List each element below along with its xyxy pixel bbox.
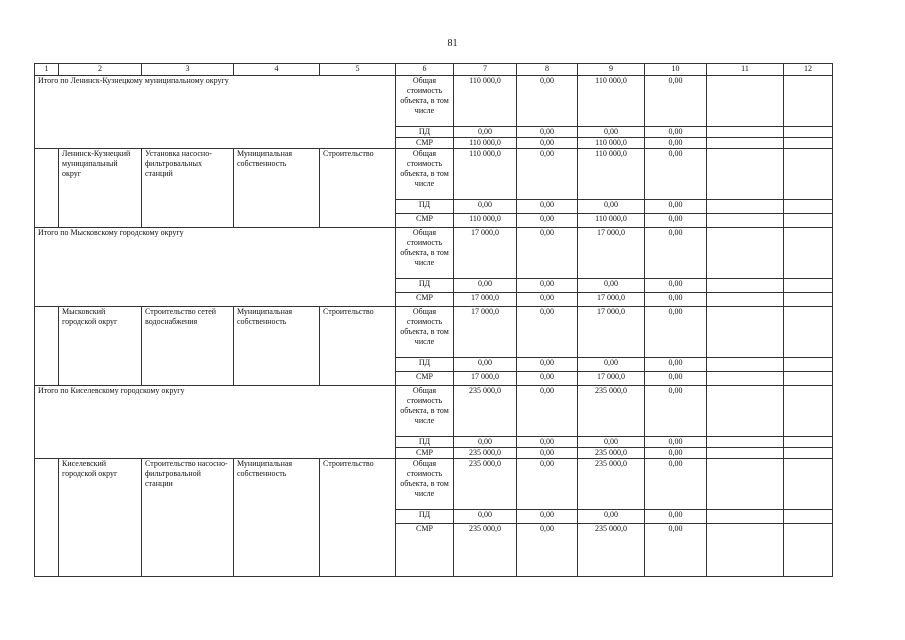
object-cell: Установка насосно-фильтровальных станций bbox=[142, 149, 234, 228]
value-cell: 0,00 bbox=[645, 524, 707, 577]
value-cell: 0,00 bbox=[645, 437, 707, 448]
value-cell: 0,00 bbox=[578, 279, 645, 293]
index-cell bbox=[35, 459, 59, 577]
budget-table bbox=[34, 63, 833, 577]
cost-label: Общая стоимость объекта, в том числе bbox=[396, 307, 454, 358]
value-cell: 0,00 bbox=[578, 437, 645, 448]
municipality-cell: Мысковский городской округ bbox=[59, 307, 142, 386]
total-title: Итого по Мысковскому городскому округу bbox=[35, 228, 396, 307]
cost-label: Общая стоимость объекта, в том числе bbox=[396, 149, 454, 200]
value-cell: 0,00 bbox=[645, 448, 707, 459]
empty-cell bbox=[784, 386, 833, 437]
empty-cell bbox=[784, 448, 833, 459]
value-cell: 0,00 bbox=[578, 510, 645, 524]
value-cell: 0,00 bbox=[645, 138, 707, 149]
work-type-cell: Строительство bbox=[320, 307, 396, 386]
value-cell: 0,00 bbox=[517, 76, 578, 127]
value-cell: 0,00 bbox=[645, 279, 707, 293]
value-cell: 0,00 bbox=[645, 149, 707, 200]
value-cell: 0,00 bbox=[454, 437, 517, 448]
value-cell: 0,00 bbox=[517, 307, 578, 358]
empty-cell bbox=[707, 307, 784, 358]
value-cell: 0,00 bbox=[517, 448, 578, 459]
smr-label: СМР bbox=[396, 524, 454, 577]
col-header: 12 bbox=[784, 64, 833, 76]
value-cell: 0,00 bbox=[517, 386, 578, 437]
value-cell: 110 000,0 bbox=[578, 214, 645, 228]
value-cell: 110 000,0 bbox=[454, 214, 517, 228]
municipality-cell: Ленинск-Кузнецкий муниципальный округ bbox=[59, 149, 142, 228]
value-cell: 235 000,0 bbox=[454, 448, 517, 459]
value-cell: 235 000,0 bbox=[578, 448, 645, 459]
value-cell: 17 000,0 bbox=[454, 372, 517, 386]
municipality-cell: Киселевский городской округ bbox=[59, 459, 142, 577]
empty-cell bbox=[707, 293, 784, 307]
value-cell: 17 000,0 bbox=[578, 307, 645, 358]
col-header: 10 bbox=[645, 64, 707, 76]
ownership-cell: Муниципальная собственность bbox=[234, 149, 320, 228]
value-cell: 235 000,0 bbox=[578, 459, 645, 510]
empty-cell bbox=[707, 358, 784, 372]
empty-cell bbox=[707, 127, 784, 138]
work-type-cell: Строительство bbox=[320, 149, 396, 228]
value-cell: 0,00 bbox=[645, 459, 707, 510]
col-header: 11 bbox=[707, 64, 784, 76]
value-cell: 0,00 bbox=[645, 386, 707, 437]
value-cell: 0,00 bbox=[517, 459, 578, 510]
total-title: Итого по Ленинск-Кузнецкому муниципальному округу bbox=[35, 76, 396, 149]
value-cell: 0,00 bbox=[454, 200, 517, 214]
value-cell: 17 000,0 bbox=[454, 307, 517, 358]
value-cell: 17 000,0 bbox=[578, 293, 645, 307]
cost-label: Общая стоимость объекта, в том числе bbox=[396, 228, 454, 279]
value-cell: 17 000,0 bbox=[454, 228, 517, 279]
smr-label: СМР bbox=[396, 293, 454, 307]
value-cell: 0,00 bbox=[454, 127, 517, 138]
value-cell: 235 000,0 bbox=[578, 386, 645, 437]
value-cell: 0,00 bbox=[645, 372, 707, 386]
empty-cell bbox=[784, 149, 833, 200]
value-cell: 17 000,0 bbox=[454, 293, 517, 307]
value-cell: 0,00 bbox=[645, 200, 707, 214]
col-header: 3 bbox=[142, 64, 234, 76]
smr-label: СМР bbox=[396, 138, 454, 149]
page-number: 81 bbox=[447, 38, 458, 49]
col-header: 5 bbox=[320, 64, 396, 76]
value-cell: 235 000,0 bbox=[578, 524, 645, 577]
value-cell: 0,00 bbox=[578, 358, 645, 372]
value-cell: 0,00 bbox=[517, 214, 578, 228]
object-cell: Строительство насосно-фильтровальной станции bbox=[142, 459, 234, 577]
total-row bbox=[35, 228, 833, 279]
total-row bbox=[35, 76, 833, 127]
value-cell: 0,00 bbox=[645, 307, 707, 358]
value-cell: 110 000,0 bbox=[454, 149, 517, 200]
value-cell: 0,00 bbox=[517, 200, 578, 214]
pd-label: ПД bbox=[396, 510, 454, 524]
col-header: 2 bbox=[59, 64, 142, 76]
total-row bbox=[35, 386, 833, 437]
empty-cell bbox=[707, 524, 784, 577]
value-cell: 0,00 bbox=[645, 76, 707, 127]
col-header: 4 bbox=[234, 64, 320, 76]
value-cell: 0,00 bbox=[645, 127, 707, 138]
empty-cell bbox=[784, 214, 833, 228]
empty-cell bbox=[784, 437, 833, 448]
col-header: 9 bbox=[578, 64, 645, 76]
smr-label: СМР bbox=[396, 214, 454, 228]
value-cell: 0,00 bbox=[517, 510, 578, 524]
index-cell bbox=[35, 149, 59, 228]
value-cell: 0,00 bbox=[454, 279, 517, 293]
empty-cell bbox=[784, 200, 833, 214]
value-cell: 0,00 bbox=[645, 214, 707, 228]
empty-cell bbox=[784, 524, 833, 577]
value-cell: 235 000,0 bbox=[454, 524, 517, 577]
empty-cell bbox=[707, 459, 784, 510]
item-row bbox=[35, 307, 833, 358]
value-cell: 0,00 bbox=[517, 437, 578, 448]
ownership-cell: Муниципальная собственность bbox=[234, 307, 320, 386]
value-cell: 0,00 bbox=[517, 138, 578, 149]
value-cell: 0,00 bbox=[645, 293, 707, 307]
item-row bbox=[35, 149, 833, 200]
value-cell: 0,00 bbox=[578, 127, 645, 138]
total-title: Итого по Киселевскому городскому округу bbox=[35, 386, 396, 459]
empty-cell bbox=[784, 510, 833, 524]
col-header: 6 bbox=[396, 64, 454, 76]
empty-cell bbox=[784, 293, 833, 307]
value-cell: 110 000,0 bbox=[578, 138, 645, 149]
empty-cell bbox=[707, 279, 784, 293]
empty-cell bbox=[707, 228, 784, 279]
empty-cell bbox=[784, 459, 833, 510]
value-cell: 235 000,0 bbox=[454, 459, 517, 510]
value-cell: 0,00 bbox=[517, 358, 578, 372]
value-cell: 0,00 bbox=[517, 293, 578, 307]
empty-cell bbox=[784, 127, 833, 138]
pd-label: ПД bbox=[396, 358, 454, 372]
pd-label: ПД bbox=[396, 279, 454, 293]
empty-cell bbox=[707, 138, 784, 149]
value-cell: 110 000,0 bbox=[578, 76, 645, 127]
value-cell: 0,00 bbox=[578, 200, 645, 214]
cost-label: Общая стоимость объекта, в том числе bbox=[396, 459, 454, 510]
value-cell: 0,00 bbox=[454, 510, 517, 524]
value-cell: 0,00 bbox=[517, 149, 578, 200]
empty-cell bbox=[784, 76, 833, 127]
value-cell: 0,00 bbox=[517, 372, 578, 386]
cost-label: Общая стоимость объекта, в том числе bbox=[396, 386, 454, 437]
value-cell: 0,00 bbox=[454, 358, 517, 372]
value-cell: 17 000,0 bbox=[578, 228, 645, 279]
value-cell: 110 000,0 bbox=[454, 76, 517, 127]
empty-cell bbox=[707, 372, 784, 386]
empty-cell bbox=[784, 228, 833, 279]
value-cell: 110 000,0 bbox=[578, 149, 645, 200]
object-cell: Строительство сетей водоснабжения bbox=[142, 307, 234, 386]
empty-cell bbox=[784, 138, 833, 149]
pd-label: ПД bbox=[396, 437, 454, 448]
value-cell: 0,00 bbox=[645, 228, 707, 279]
empty-cell bbox=[784, 358, 833, 372]
smr-label: СМР bbox=[396, 448, 454, 459]
empty-cell bbox=[707, 214, 784, 228]
col-header: 8 bbox=[517, 64, 578, 76]
empty-cell bbox=[784, 279, 833, 293]
empty-cell bbox=[784, 372, 833, 386]
smr-label: СМР bbox=[396, 372, 454, 386]
empty-cell bbox=[707, 448, 784, 459]
empty-cell bbox=[707, 386, 784, 437]
value-cell: 0,00 bbox=[517, 127, 578, 138]
col-header: 7 bbox=[454, 64, 517, 76]
empty-cell bbox=[707, 76, 784, 127]
item-row bbox=[35, 459, 833, 510]
empty-cell bbox=[707, 437, 784, 448]
ownership-cell: Муниципальная собственность bbox=[234, 459, 320, 577]
value-cell: 0,00 bbox=[645, 510, 707, 524]
value-cell: 110 000,0 bbox=[454, 138, 517, 149]
value-cell: 235 000,0 bbox=[454, 386, 517, 437]
empty-cell bbox=[707, 510, 784, 524]
pd-label: ПД bbox=[396, 200, 454, 214]
value-cell: 0,00 bbox=[517, 524, 578, 577]
value-cell: 17 000,0 bbox=[578, 372, 645, 386]
value-cell: 0,00 bbox=[645, 358, 707, 372]
index-cell bbox=[35, 307, 59, 386]
value-cell: 0,00 bbox=[517, 228, 578, 279]
pd-label: ПД bbox=[396, 127, 454, 138]
header-row bbox=[35, 64, 833, 76]
empty-cell bbox=[707, 149, 784, 200]
empty-cell bbox=[707, 200, 784, 214]
value-cell: 0,00 bbox=[517, 279, 578, 293]
col-header: 1 bbox=[35, 64, 59, 76]
empty-cell bbox=[784, 307, 833, 358]
cost-label: Общая стоимость объекта, в том числе bbox=[396, 76, 454, 127]
work-type-cell: Строительство bbox=[320, 459, 396, 577]
